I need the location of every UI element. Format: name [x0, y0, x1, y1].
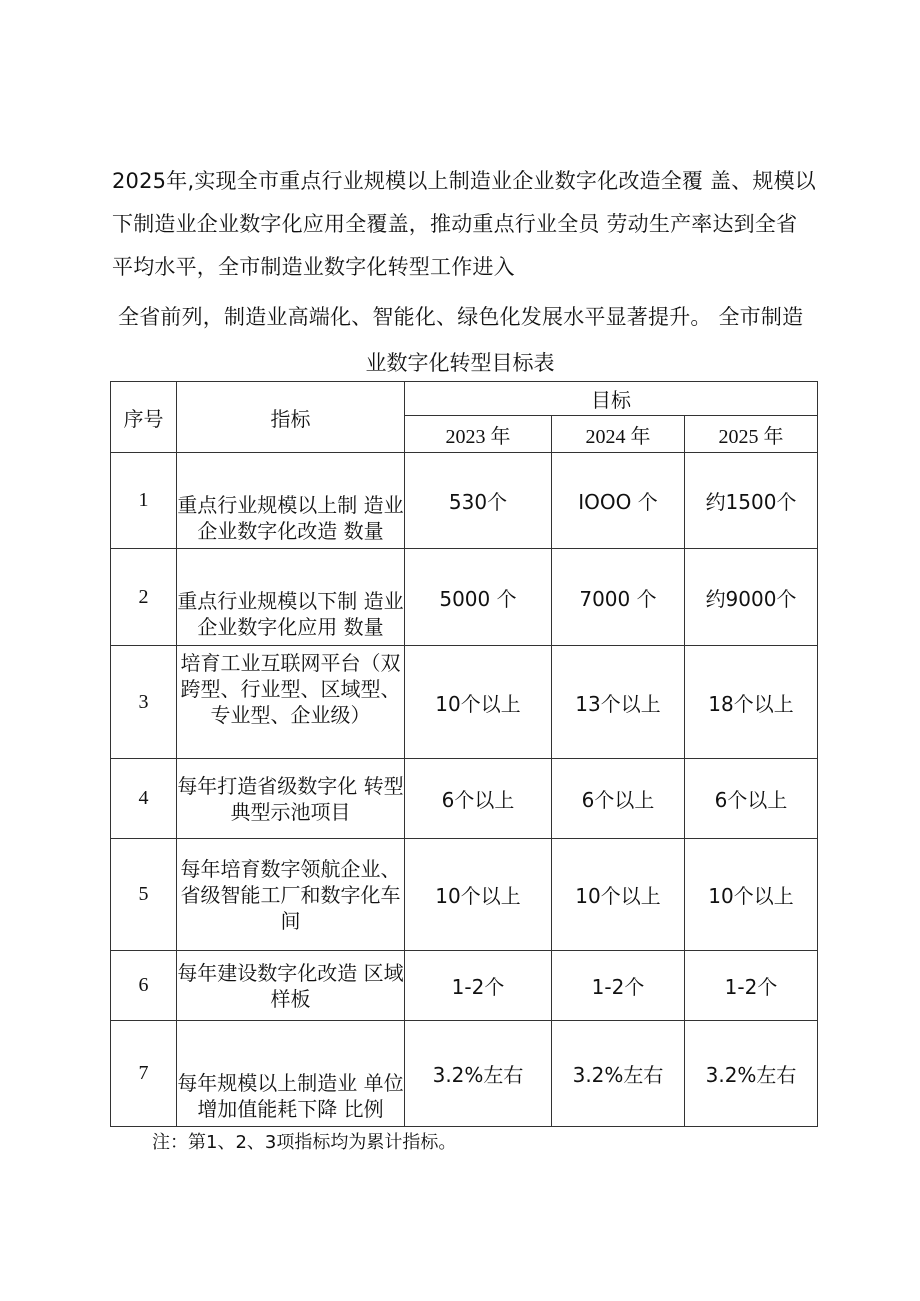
table-row	[111, 839, 818, 951]
target-table	[110, 381, 818, 1127]
paragraph-line-3: 平均水平，全市制造业数字化转型工作进入	[112, 255, 515, 279]
row-value-2025: 10个以上	[685, 839, 818, 951]
paragraph-line-4: 全省前列，制造业高端化、智能化、绿色化发展水平显著提升。 全市制造	[118, 305, 804, 329]
header-indicator: 指标	[177, 382, 405, 453]
row-value-2024: 6个以上	[552, 759, 685, 839]
row-indicator: 每年建设数字化改造 区域样板	[177, 951, 405, 1021]
row-seq: 4	[111, 759, 177, 839]
row-value-2023: 3.2%左右	[405, 1021, 552, 1127]
row-value-2024: 3.2%左右	[552, 1021, 685, 1127]
row-seq: 2	[111, 549, 177, 646]
row-indicator: 每年规模以上制造业 单位增加值能耗下降 比例	[177, 1021, 405, 1127]
row-value-2023: 5000 个	[405, 549, 552, 646]
row-indicator: 重点行业规模以下制 造业企业数字化应用 数量	[177, 549, 405, 646]
header-year-2024: 2024 年	[552, 416, 685, 453]
row-value-2025: 约1500个	[685, 453, 818, 549]
row-indicator: 每年打造省级数字化 转型典型示池项目	[177, 759, 405, 839]
table-row	[111, 646, 818, 759]
row-value-2024: IOOO 个	[552, 453, 685, 549]
row-value-2023: 10个以上	[405, 646, 552, 759]
row-value-2023: 10个以上	[405, 839, 552, 951]
row-value-2023: 6个以上	[405, 759, 552, 839]
table-note: 注：第1、2、3项指标均为累计指标。	[152, 1132, 457, 1153]
row-indicator: 培育工业互联网平台（双跨型、行业型、区域型、专业型、企业级）	[177, 646, 405, 759]
row-value-2025: 18个以上	[685, 646, 818, 759]
row-value-2025: 约9000个	[685, 549, 818, 646]
row-seq: 6	[111, 951, 177, 1021]
table-row	[111, 549, 818, 646]
table-row	[111, 951, 818, 1021]
row-value-2025: 3.2%左右	[685, 1021, 818, 1127]
header-seq: 序号	[111, 382, 177, 453]
table-row	[111, 759, 818, 839]
header-target: 目标	[405, 382, 818, 416]
row-value-2023: 530个	[405, 453, 552, 549]
row-value-2024: 7000 个	[552, 549, 685, 646]
paragraph-line-1: 2025年,实现全市重点行业规模以上制造业企业数字化改造全覆 盖、规模以	[112, 169, 816, 193]
row-seq: 7	[111, 1021, 177, 1127]
row-indicator: 重点行业规模以上制 造业企业数字化改造 数量	[177, 453, 405, 549]
row-value-2024: 1-2个	[552, 951, 685, 1021]
row-value-2023: 1-2个	[405, 951, 552, 1021]
row-seq: 1	[111, 453, 177, 549]
header-year-2023: 2023 年	[405, 416, 552, 453]
row-value-2024: 10个以上	[552, 839, 685, 951]
header-year-2025: 2025 年	[685, 416, 818, 453]
row-seq: 3	[111, 646, 177, 759]
row-value-2025: 1-2个	[685, 951, 818, 1021]
row-indicator: 每年培育数字领航企业、省级智能工厂和数字化车间	[177, 839, 405, 951]
table-row	[111, 453, 818, 549]
table-caption: 业数字化转型目标表	[365, 351, 555, 375]
table-row	[111, 1021, 818, 1127]
row-seq: 5	[111, 839, 177, 951]
row-value-2024: 13个以上	[552, 646, 685, 759]
paragraph-line-2: 下制造业企业数字化应用全覆盖，推动重点行业全员 劳动生产率达到全省	[112, 212, 798, 236]
row-value-2025: 6个以上	[685, 759, 818, 839]
